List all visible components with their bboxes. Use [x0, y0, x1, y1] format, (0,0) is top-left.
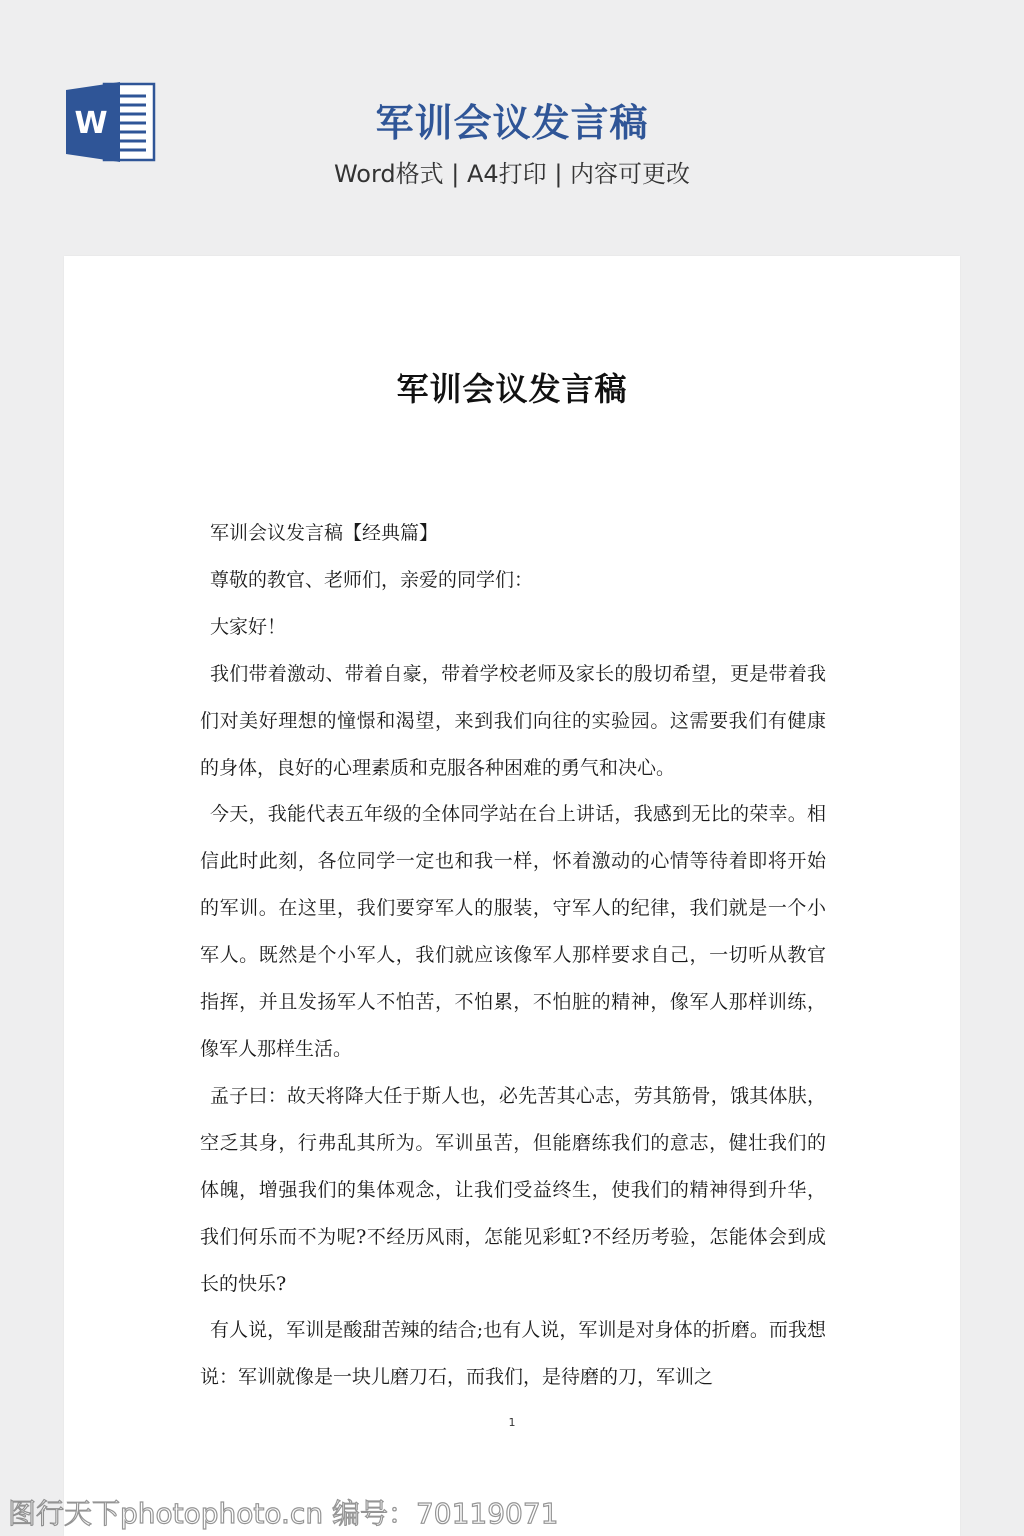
paragraph: 尊敬的教官、老师们，亲爱的同学们： [210, 568, 534, 591]
paragraph: 军训会议发言稿【经典篇】 [210, 522, 439, 544]
page-number: 1 [508, 1416, 516, 1429]
paragraph: 我们带着激动、带着自豪，带着学校老师及家长的殷切希望，更是带着我们对美好理想的憧憬和渴望，来到我们向往的实验园。这需要我们有健康的身体，良好的心理素质和克服各种困难的勇气和决心。 [200, 662, 826, 779]
paragraph: 有人说，军训是酸甜苦辣的结合;也有人说，军训是对身体的折磨。而我想说：军训就像是一块儿磨刀石，而我们，是待磨的刀，军训之 [200, 1319, 826, 1389]
paragraph: 今天，我能代表五年级的全体同学站在台上讲话，我感到无比的荣幸。相信此时此刻，各位同学一定也和我一样，怀着激动的心情等待着即将开始的军训。在这里，我们要穿军人的服装，守军人的纪律，我们就是一个小军人。既然是个小军人，我们就应该像军人那样要求自己，一切听从教官指挥，并且发扬军人不怕苦，不怕累，不怕脏的精神，像军人那样训练，像军人那样生活。 [200, 803, 826, 1060]
header [0, 0, 1024, 240]
svg-text:W: W [74, 106, 108, 141]
document-body [200, 510, 826, 1401]
document-title: 军训会议发言稿 [396, 370, 628, 408]
header-title: 军训会议发言稿 [375, 101, 649, 145]
document-page [64, 256, 960, 1536]
paragraph: 孟子曰：故天将降大任于斯人也，必先苦其心志，劳其筋骨，饿其体肤，空乏其身，行弗乱其所为。军训虽苦，但能磨练我们的意志，健壮我们的体魄，增强我们的集体观念，让我们受益终生，使我们的精神得到升华，我们何乐而不为呢?不经历风雨，怎能见彩虹?不经历考验，怎能体会到成长的快乐? [200, 1084, 826, 1295]
watermark-text: 图行天下photophoto.cn 编号：70119071 [8, 1497, 559, 1530]
header-subtitle: Word格式 | A4打印 | 内容可更改 [333, 160, 691, 188]
paragraph: 大家好！ [210, 615, 287, 638]
